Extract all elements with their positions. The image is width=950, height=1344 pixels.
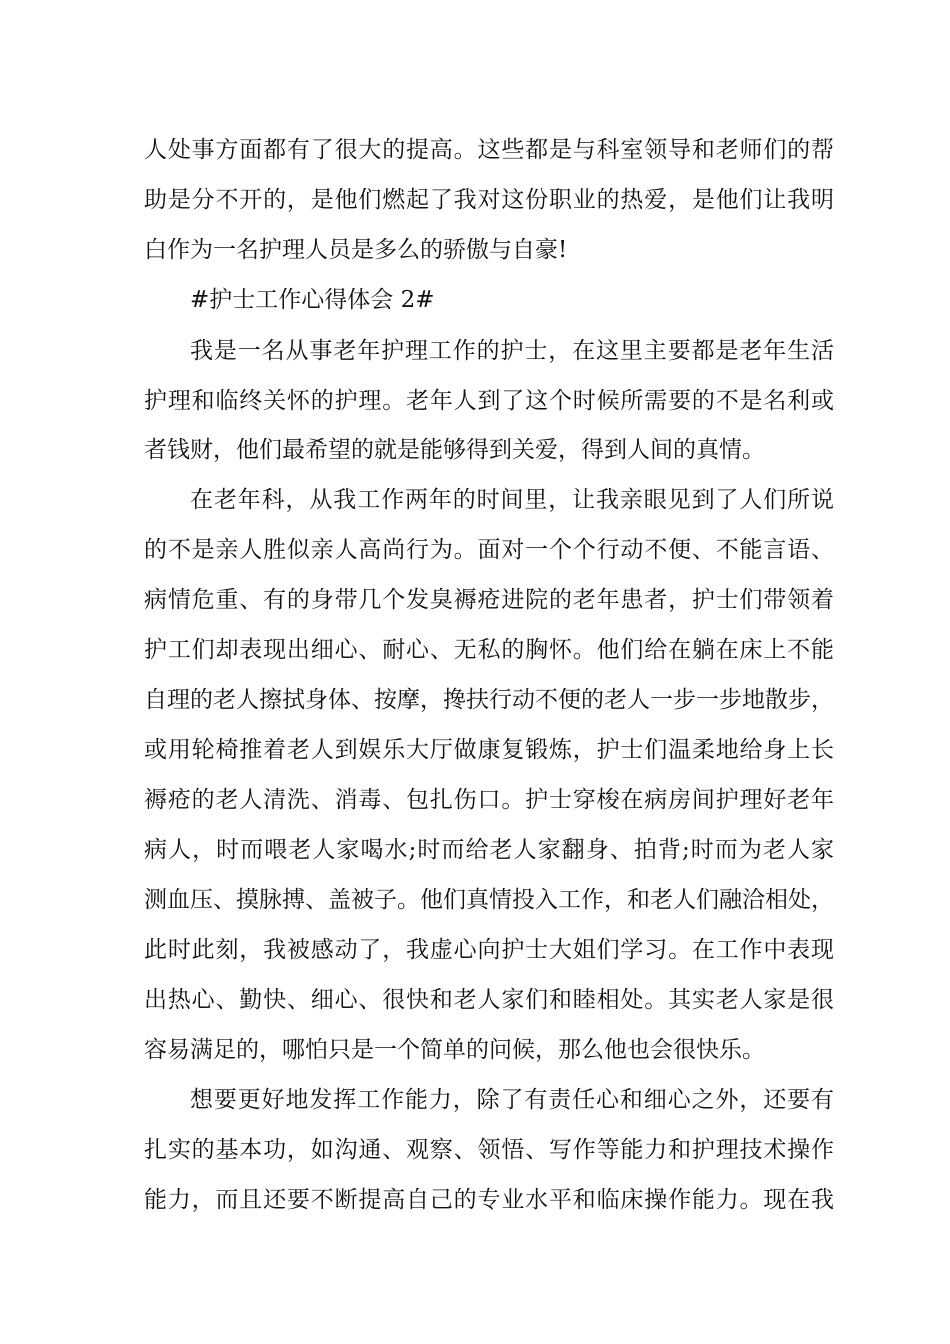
paragraph-line: 的不是亲人胜似亲人高尚行为。面对一个个行动不便、不能言语、 [144, 537, 834, 563]
section-heading: #护士工作心得体会 2# [190, 287, 435, 313]
paragraph-line: 我是一名从事老年护理工作的护士，在这里主要都是老年生活 [190, 338, 834, 364]
paragraph-line: 助是分不开的，是他们燃起了我对这份职业的热爱，是他们让我明 [144, 187, 834, 213]
paragraph-line: 人处事方面都有了很大的提高。这些都是与科室领导和老师们的帮 [144, 137, 834, 163]
paragraph-line: 在老年科，从我工作两年的时间里，让我亲眼见到了人们所说 [190, 487, 834, 513]
paragraph-line: 或用轮椅推着老人到娱乐大厅做康复锻炼，护士们温柔地给身上长 [144, 737, 834, 763]
paragraph-line: 扎实的基本功，如沟通、观察、领悟、写作等能力和护理技术操作 [144, 1137, 834, 1163]
paragraph-line: 白作为一名护理人员是多么的骄傲与自豪! [144, 237, 568, 263]
paragraph-line: 想要更好地发挥工作能力，除了有责任心和细心之外，还要有 [190, 1087, 834, 1113]
paragraph-line: 病人，时而喂老人家喝水;时而给老人家翻身、拍背;时而为老人家 [144, 837, 834, 863]
paragraph-line: 病情危重、有的身带几个发臭褥疮进院的老年患者，护士们带领着 [144, 587, 834, 613]
paragraph-line: 护工们却表现出细心、耐心、无私的胸怀。他们给在躺在床上不能 [144, 637, 834, 663]
paragraph-line: 褥疮的老人清洗、消毒、包扎伤口。护士穿梭在病房间护理好老年 [144, 787, 834, 813]
paragraph-line: 出热心、勤快、细心、很快和老人家们和睦相处。其实老人家是很 [144, 987, 834, 1013]
paragraph-line: 者钱财，他们最希望的就是能够得到关爱，得到人间的真情。 [144, 437, 765, 463]
paragraph-line: 能力，而且还要不断提高自己的专业水平和临床操作能力。现在我 [144, 1187, 834, 1213]
paragraph-line: 护理和临终关怀的护理。老年人到了这个时候所需要的不是名利或 [144, 388, 834, 414]
paragraph-line: 此时此刻，我被感动了，我虚心向护士大姐们学习。在工作中表现 [144, 937, 834, 963]
paragraph-line: 容易满足的，哪怕只是一个简单的问候，那么他也会很快乐。 [144, 1037, 765, 1063]
paragraph-line: 测血压、摸脉搏、盖被子。他们真情投入工作，和老人们融洽相处， [144, 887, 834, 913]
paragraph-line: 自理的老人擦拭身体、按摩，搀扶行动不便的老人一步一步地散步， [144, 687, 834, 713]
